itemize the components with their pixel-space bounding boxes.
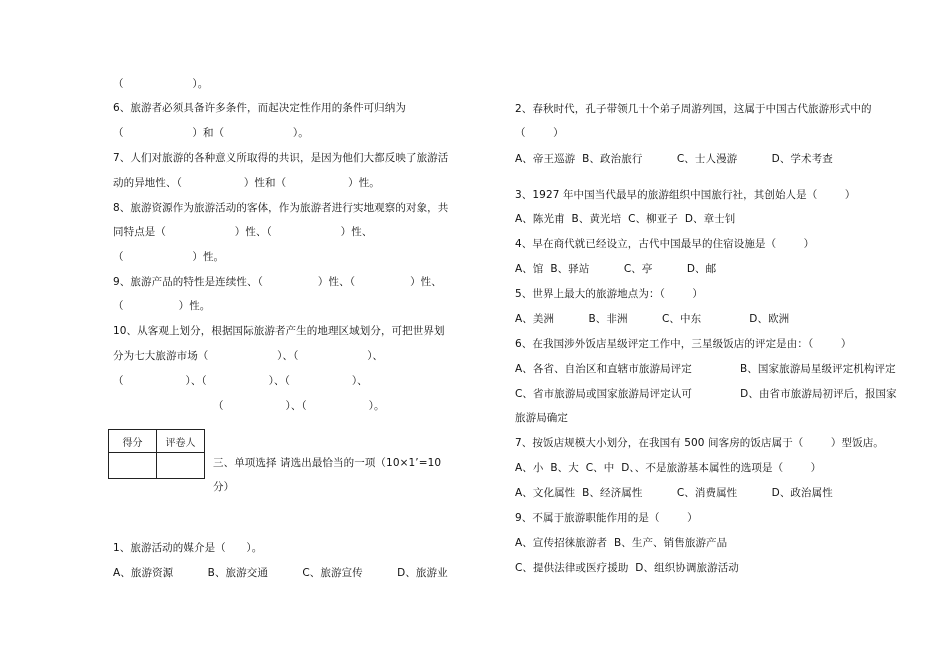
text-line: （ ）和（ ）。 — [113, 127, 309, 139]
text-line: （ ）性。 — [113, 251, 225, 263]
text-line: 同特点是（ ）性、（ ）性、 — [113, 226, 373, 238]
question-2: 2、春秋时代，孔子带领几十个弟子周游列国，这属于中国古代旅游形式中的 — [515, 103, 872, 115]
score-cell — [109, 453, 157, 479]
question-9: 9、不属于旅游职能作用的是（ ） — [515, 512, 698, 524]
question-8: 8、旅游资源作为旅游活动的客体，作为旅游者进行实地观察的对象，共 — [113, 202, 449, 214]
text-line: （ ）性。 — [113, 300, 211, 312]
question-5: 5、世界上最大的旅游地点为：（ ） — [515, 288, 704, 300]
question-4: 4、早在商代就已经设立，古代中国最早的住宿设施是（ ） — [515, 238, 815, 250]
question-6: 6、旅游者必须具备许多条件，而起决定性作用的条件可归纳为 — [113, 102, 406, 114]
question-7: 7、人们对旅游的各种意义所取得的共识，是因为他们大都反映了旅游活 — [113, 152, 449, 164]
question-6-options: A、各省、自治区和直辖市旅游局评定 B、国家旅游局星级评定机构评定 — [515, 363, 896, 375]
grader-cell — [157, 453, 205, 479]
question-3: 3、1927 年中国当代最早的旅游组织中国旅行社，其创始人是（ ） — [515, 189, 856, 201]
question-5-options: A、美洲 B、非洲 C、中东 D、欧洲 — [515, 313, 790, 325]
text-line: （ ） — [515, 127, 564, 139]
text-line: （ ）、（ ）。 — [213, 400, 385, 412]
question-1-options: A、旅游资源 B、旅游交通 C、旅游宣传 D、旅游业 — [113, 567, 448, 579]
score-table — [108, 429, 205, 479]
section-heading-cont: 分） — [213, 481, 235, 493]
question-9-options: A、宣传招徕旅游者 B、生产、销售旅游产品 — [515, 537, 728, 549]
section-heading: 三、单项选择 请选出最恰当的一项（10×1’=10 — [213, 457, 442, 469]
question-3-options: A、陈光甫 B、黄光培 C、柳亚子 D、章士钊 — [515, 213, 736, 225]
question-10: 10、从客观上划分，根据国际旅游者产生的地理区域划分，可把世界划 — [113, 325, 445, 337]
question-9: 9、旅游产品的特性是连续性、（ ）性、（ ）性、 — [113, 276, 442, 288]
text-line: （ ）。 — [113, 78, 209, 90]
question-7: 7、按饭店规模大小划分，在我国有 500 间客房的饭店属于（ ）型饭店。 — [515, 437, 884, 449]
question-6: 6、在我国涉外饭店星级评定工作中，三星级饭店的评定是由：（ ） — [515, 338, 852, 350]
question-7-options: A、小 B、大 C、中 D、、不是旅游基本属性的选项是（ ） — [515, 462, 822, 474]
question-1: 1、旅游活动的媒介是（ ）。 — [113, 542, 263, 554]
question-4-options: A、馆 B、驿站 C、亭 D、邮 — [515, 263, 717, 275]
score-header: 得分 — [109, 430, 157, 453]
text-line: （ ）、（ ）、（ ）、 — [113, 375, 368, 387]
text-line: 分为七大旅游市场（ ）、（ ）、 — [113, 350, 384, 362]
grader-header: 评卷人 — [157, 430, 205, 453]
question-2-options: A、帝王巡游 B、政治旅行 C、士人漫游 D、学术考查 — [515, 153, 833, 165]
question-6-options: C、省市旅游局或国家旅游局评定认可 D、由省市旅游局初评后，报国家 — [515, 388, 897, 400]
text-line: 动的异地性、（ ）性和（ ）性。 — [113, 177, 380, 189]
question-9-options: C、提供法律或医疗援助 D、组织协调旅游活动 — [515, 562, 739, 574]
question-8-options: A、文化属性 B、经济属性 C、消费属性 D、政治属性 — [515, 487, 833, 499]
text-line: 旅游局确定 — [515, 412, 568, 424]
